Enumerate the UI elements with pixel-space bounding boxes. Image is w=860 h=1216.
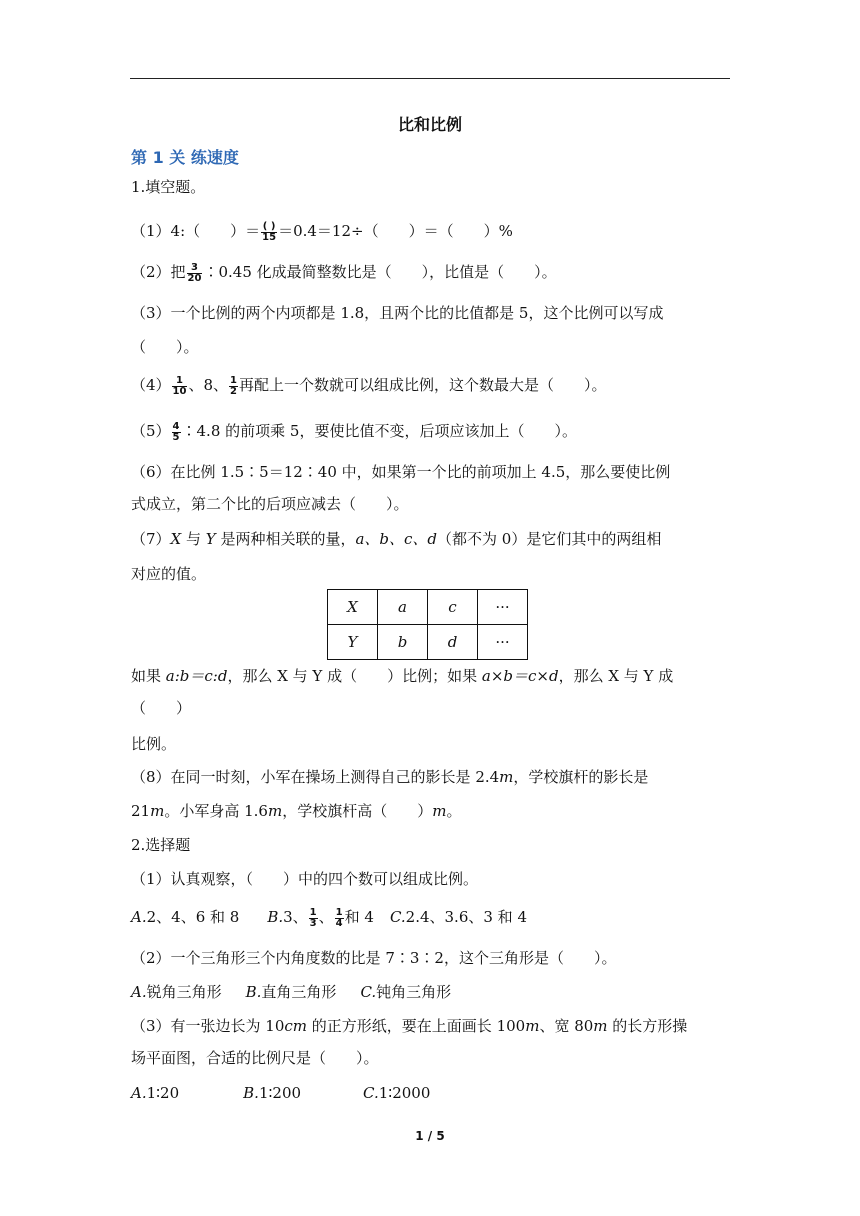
- q1-8-line2: 21m。小军身高 1.6m，学校旗杆高（ ）m。: [131, 802, 462, 820]
- q1-5: （5） $\frac{4}{5}$ ∶4.8 的前项乘 5，要使比值不变，后项应该加上（ ）。: [131, 420, 577, 443]
- fraction: $\frac{1}{10}$: [172, 374, 187, 397]
- fraction: $\frac{4}{5}$: [172, 420, 180, 443]
- table-cell: b: [378, 625, 428, 660]
- q1-heading: 1.填空题。: [131, 178, 206, 196]
- fraction: $\frac{1}{2}$: [230, 374, 237, 397]
- page-title: 比和比例: [397, 115, 462, 134]
- table-cell: c: [428, 590, 478, 625]
- q1-7-line1: （7）X 与 Y 是两种相关联的量，a、b、c、d（都不为 0）是它们其中的两组相: [131, 530, 662, 548]
- q1-2: （2）把 $\frac{3}{20}$ ∶0.45 化成最简整数比是（ ），比值是（ ）。: [131, 261, 557, 284]
- q2-3-options: A.1∶20 B.1∶200 C.1∶2000: [131, 1084, 431, 1102]
- q1-4: （4） $\frac{1}{10}$ 、8、 $\frac{1}{2}$ 再配上一个数就可以组成比例，这个数最大是（ ）。: [131, 374, 607, 397]
- q1-7-line3: 如果 a:b＝c:d，那么 X 与 Y 成（ ）比例；如果 a×b＝c×d，那么 X 与 Y 成: [131, 667, 674, 685]
- table-cell: X: [328, 590, 378, 625]
- fraction: $\frac{1}{4}$: [335, 906, 343, 929]
- q1-6-line2: 式成立，第二个比的后项应减去（ ）。: [131, 495, 409, 513]
- q1-6-line1: （6）在比例 1.5∶5＝12∶40 中，如果第一个比的前项加上 4.5，那么要使比例: [131, 463, 671, 481]
- q1-1: （1）4:（ ）＝ $\frac{( )}{15}$ ＝0.4＝12÷（ ）＝（ ）%: [131, 220, 513, 243]
- page-number: 1 / 5: [415, 1129, 445, 1143]
- table-cell: d: [428, 625, 478, 660]
- q2-2-options: A.锐角三角形 B.直角三角形 C.钝角三角形: [131, 983, 452, 1001]
- table-cell: a: [378, 590, 428, 625]
- fraction: $\frac{( )}{15}$: [262, 220, 277, 243]
- q1-7-line5: 比例。: [131, 735, 177, 753]
- table-row: [328, 625, 528, 660]
- table-cell: ···: [478, 590, 528, 625]
- table-row: [328, 590, 528, 625]
- fraction: $\frac{3}{20}$: [187, 261, 202, 284]
- header-rule: [130, 78, 730, 79]
- q1-8-line1: （8）在同一时刻，小军在操场上测得自己的影长是 2.4m，学校旗杆的影长是: [131, 768, 649, 786]
- q2-heading: 2.选择题: [131, 836, 191, 854]
- fraction: $\frac{1}{3}$: [309, 906, 317, 929]
- q2-2-question: （2）一个三角形三个内角度数的比是 7∶3∶2，这个三角形是（ ）。: [131, 949, 617, 967]
- q2-3-line2: 场平面图，合适的比例尺是（ ）。: [131, 1049, 379, 1067]
- xy-table: [327, 589, 528, 660]
- section-heading: 第 1 关 练速度: [131, 148, 239, 167]
- q1-7-line4: （ ）: [131, 699, 192, 717]
- q2-1-options: A.2、4、6 和 8 B.3、 $\frac{1}{3}$ 、 $\frac{1}{4}$ 和 4 C.2.4、3.6、3 和 4: [131, 906, 527, 929]
- q1-3-line1: （3）一个比例的两个内项都是 1.8，且两个比的比值都是 5，这个比例可以写成: [131, 304, 664, 322]
- q1-3-line2: （ ）。: [131, 338, 199, 356]
- table-cell: Y: [328, 625, 378, 660]
- table-cell: ···: [478, 625, 528, 660]
- q2-3-line1: （3）有一张边长为 10cm 的正方形纸，要在上面画长 100m、宽 80m 的长方形操: [131, 1017, 688, 1035]
- q2-1-question: （1）认真观察，（ ）中的四个数可以组成比例。: [131, 870, 479, 888]
- q1-7-line2: 对应的值。: [131, 565, 207, 583]
